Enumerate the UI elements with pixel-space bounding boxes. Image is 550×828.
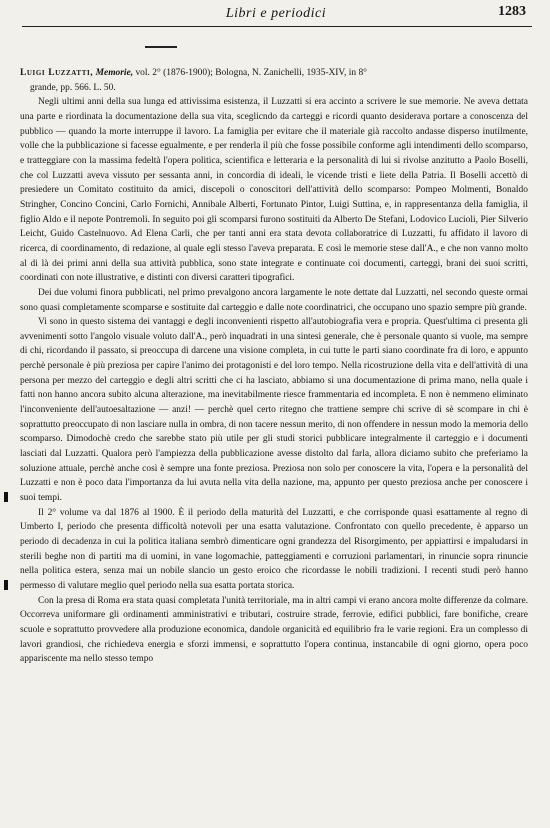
paragraph: Vi sono in questo sistema dei vantaggi e degli inconvenienti rispetto all'autobiografia vera e propria. Quest'ultima ci presenta gli avvenimenti sotto l'angolo visuale voluto dall'A., però inquadrati in una sintesi generale, che è personale quanto si vuole, ma sempre di chi, ricordando il passato, si preoccupa di darcene una visione completa, in cui tutte le parti siano coordinate fra di loro, e appunto perchè personale è più preziosa per capire l'animo dei protagonisti e del loro tempo. Nella ricostruzione della vita e dell'attività di una persona per mezzo del carteggio e degli altri scritti che ci ha lasciato, abbiamo sì una documentazione di prima mano, nella quale i fatti non hanno ancora subito alcuna alterazione, ma inevitabilmente riesce frammentaria ed incompleta. E non è nemmeno eliminato l'inconveniente dell'autoesaltazione — anzi! — perchè quel certo ritegno che trattiene sempre chi scrive di sè scompare in chi è soprattutto preoccupato di non lasciare nulla in ombra, di non tacere nessun merito, di non offendere in nessun modo la memoria dello scomparso. Dimodochè credo che sarebbe stato più utile per gli studi storici pubblicare integralmente il carteggio e i documenti lasciati dal Luzzatti. Qualora però l'ampiezza della pubblicazione avesse distolto dal farla, allora diciamo subito che preferiamo la soluzione attuale, perchè anche così è sempre una fonte preziosa. Preziosa non solo per conoscere la vita, l'opera e la personalità del Luzzatti e non è poco data l'importanza da lui avuta nella vita della nazione, ma, appunto per questo preziosa anche per conoscere i suoi tempi. <box>20 317 528 504</box>
section-title: Libri e periodici <box>225 6 327 21</box>
reference-details: vol. 2° (1876-1900); Bologna, N. Zanichelli, 1935-XIV, in 8° <box>135 68 367 78</box>
reference-details-cont: grande, pp. 566. L. 50. <box>30 82 116 93</box>
paragraph: Negli ultimi anni della sua lunga ed attivissima esistenza, il Luzzatti si era accinto a scrivere le sue memorie. Ne aveva dettata una parte e riordinata la documentazione della sua vita, sceglicndo da carteggi e ricordi quanto desiderava portare a conoscenza del pubblico — quando la morte interruppe il lavoro. La famiglia per evitare che il materiale già raccolto andasse disperso inutilmente, volle che la pubblicazione si facesse egualmente, e per renderla il più che fosse possibile conforme agli intendimenti dello scomparso, e tratteggiare con la massima fedeltà l'opera politica, scientifica e letteraria e la personalità di lui si rivolse anzitutto a Paolo Boselli, che col Luzzatti aveva vissuto per sessanta anni, in concordia di ideali, le vicende tristi e liete della Patria. Il Boselli accettò di presiedere un Comitato costituito da amici, discepoli o conoscitori dell'attività dello scomparso: Pompeo Molmenti, Bonaldo Stringher, Concino Concini, Carlo Fornichi, Annibale Alberti, Fortunato Pintor, Luigi Suttina, e, in rappresentanza della famiglia, il figlio Aldo e il nepote Pontremoli. In seguito poi gli scomparsi furono sostituiti da Alberto De Stefani, Lodovico Lucioli, Pier Silverio Leicht, Guido Castelnuovo. Ad Elena Carli, che per tanti anni era stata devota collaboratrice di Luzzatti, fu affidato il lavoro di ricerca, di coordinamento, di redazione, al quale egli stesso l'aveva preparata. E così le memorie stese dall'A., e che non vanno molto al di là dei primi anni della sua attività pubblica, sono state integrate e continuate coi documenti, carteggi, brani dei suoi scritti, coordinati con note illustrative, e distinti con diversi caratteri tipografici. <box>20 97 528 284</box>
paragraph: Con la presa di Roma era stata quasi completata l'unità territoriale, ma in altri campi vi erano ancora molte differenze da colmare. Occorreva uniformare gli ordinamenti amministrativi e tributari, costruire strade, ferrovie, edifici pubblici, fare bonifiche, creare scuole e soprattutto provvedere alla produzione economica, dandole organicità ed equilibrio fra le varie regioni. Era un complesso di lavori grandiosi, che richiedeva energia e sforzi immensi, e soprattutto l'opera continua, instancabile di ogni giorno, opera poco appariscente ma nello stesso tempo <box>20 595 528 665</box>
page-number: 1283 <box>498 4 526 19</box>
paragraph: Dei due volumi finora pubblicati, nel primo prevalgono ancora largamente le note dettate dal Luzzatti, nel secondo queste ormai sono quasi completamente scomparse e sostituite dal carteggio e dalle note coordinatrici, che occupano uno spazio sempre più grande. <box>20 287 528 313</box>
paragraph: Il 2° volume va dal 1876 al 1900. È il periodo della maturità del Luzzatti, e che corrisponde quasi esattamente al regno di Umberto I, periodo che presenta difficoltà notevoli per una esatta valutazione. Confrontato con quello precedente, è apparso un periodo di decadenza in cui la politica italiana sembrò dimenticare ogni grandezza del Risorgimento, per appiattirsi e impaludarsi in sterili beghe non di partiti ma di uomini, in vane logomachie, patteggiamenti e corruzioni parlamentari, in rinuncie sopra rinuncie nella politica estera, senza mai un nobile slancio un gesto eroico che ricordasse le nobili tradizioni. I recenti studi però hanno permesso di valutare meglio quel periodo nella sua esatta portata storica. <box>20 507 528 591</box>
running-header <box>22 4 530 28</box>
article-body <box>20 66 528 667</box>
header-rule <box>22 26 532 27</box>
reference-author: Luigi Luzzatti, <box>20 68 94 78</box>
margin-mark-upper <box>4 492 8 502</box>
reference-title: Memorie, <box>95 68 134 78</box>
margin-mark-lower <box>4 580 8 590</box>
ornament-dash <box>145 46 177 48</box>
bibliographic-reference <box>20 66 528 95</box>
